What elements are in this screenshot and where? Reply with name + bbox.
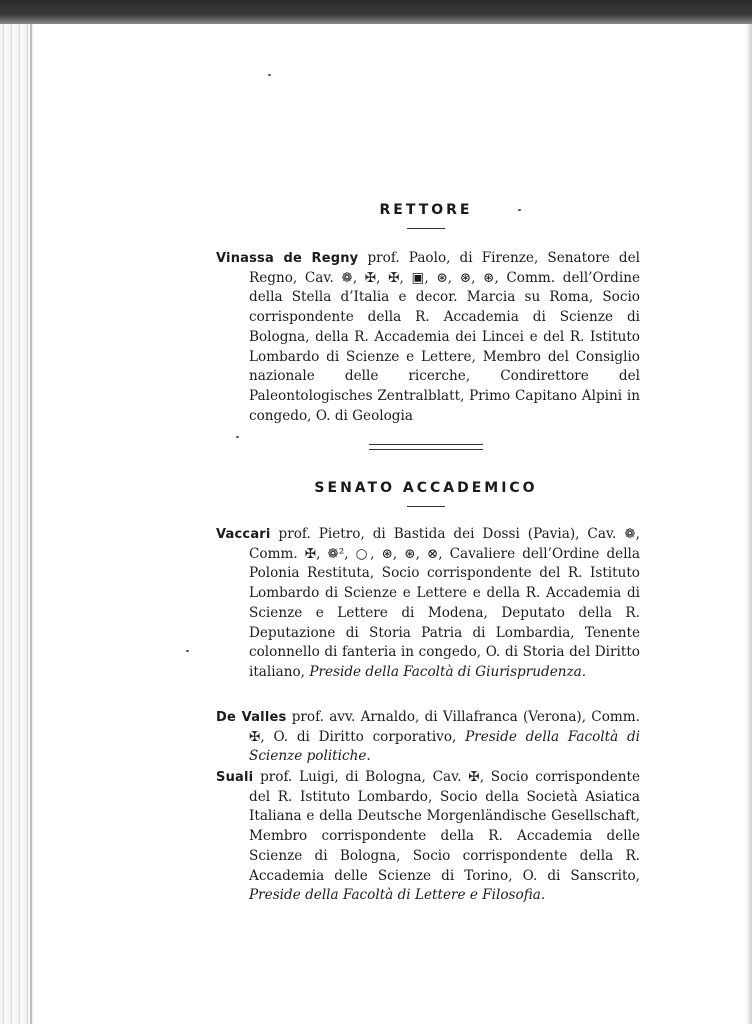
rettore-description: prof. Paolo, di Firenze, Senatore del Regno, Cav. ❁, ✠, ✠, ▣, ⊛, ⊛, ⊛, Comm. dell’Ordine della Stella d’Italia e decor. Marcia su Roma, Socio corrispondente della R. Accademia di Scienze di Bologna, della R. Accademia dei Lincei e del R. Istituto Lombardo di Scienze e Lettere, Membro del Consiglio nazionale delle ricerche, Condirettore del Paleontologisches Zentralblatt, Primo Capitano Alpini in congedo, O. di Geologia [249, 250, 640, 424]
senato-entry-name: Suali [216, 770, 254, 785]
senato-entry-description: prof. avv. Arnaldo, di Villafranca (Verona), Comm. ✠, O. di Diritto corporativo, [249, 709, 640, 745]
rettore-heading-rule [407, 228, 445, 229]
rettore-name: Vinassa de Regny [216, 251, 359, 266]
senato-entry-name: Vaccari [216, 527, 271, 542]
senato-entry-role: Preside della Facoltà di Scienze politiche. [249, 728, 640, 765]
senato-entry-role: Preside della Facoltà di Lettere e Filosofia. [249, 887, 546, 904]
rettore-heading: RETTORE [379, 202, 473, 218]
senato-entry-vaccari [216, 525, 640, 683]
scan-speck [186, 650, 189, 652]
scan-speck [236, 436, 239, 438]
senato-entry-description: prof. Luigi, di Bologna, Cav. ✠, Socio corrispondente del R. Istituto Lombardo, Socio della Società Asiatica Italiana e della Deutsche Morgenländische Gesellschaft, Membro corrispondente della R. Accademia delle Scienze di Bologna, Socio corrispondente della R. Accademia delle Scienze di Torino, O. di Sanscrito, [249, 769, 640, 884]
senato-entry-role: Preside della Facoltà di Giurisprudenza. [309, 663, 587, 680]
senato-entry-suali [216, 768, 640, 906]
senato-heading: SENATO ACCADEMICO [314, 480, 538, 496]
senato-entry-name: De Valles [216, 710, 287, 725]
rettore-entry [216, 249, 640, 426]
scan-speck [518, 209, 521, 211]
section-divider [369, 444, 483, 450]
scan-speck [268, 74, 271, 76]
senato-heading-rule [407, 506, 445, 507]
senato-entry-de-valles [216, 708, 640, 767]
senato-entry-description: prof. Pietro, di Bastida dei Dossi (Pavia), Cav. ❁, Comm. ✠, ❁², ○, ⊛, ⊛, ⊗, Cavaliere dell’Ordine della Polonia Restituta, Socio corrispondente del R. Istituto Lombardo di Scienze e Lettere e della R. Accademia di Scienze e Lettere di Modena, Deputato della R. Deputazione di Storia Patria di Lombardia, Tenente colonnello di fanteria in congedo, O. di Storia del Diritto italiano, [249, 526, 640, 680]
